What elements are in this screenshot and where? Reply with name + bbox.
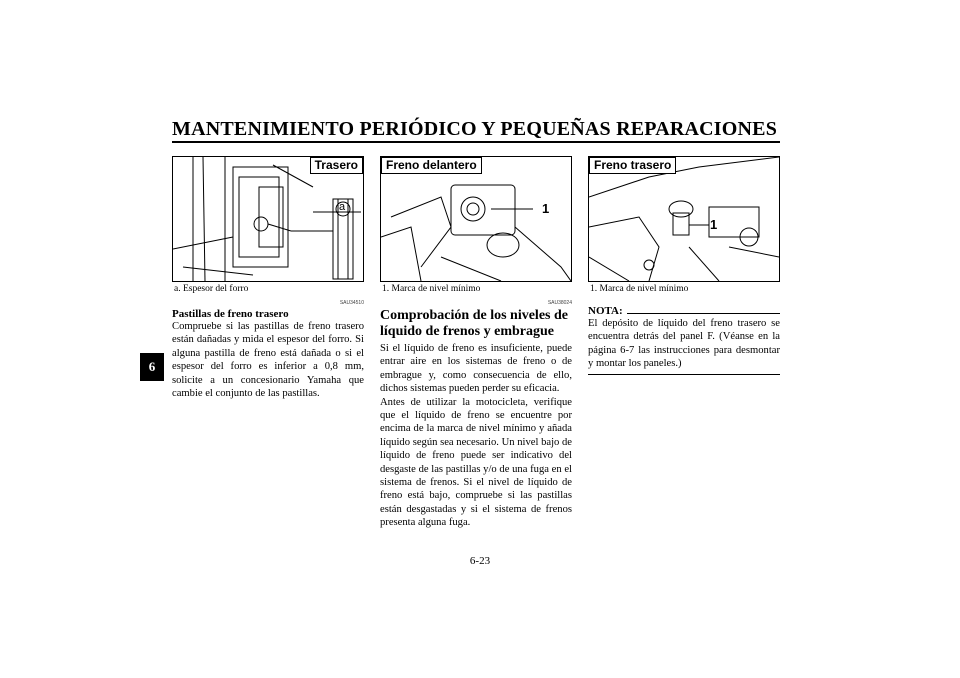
page-title: MANTENIMIENTO PERIÓDICO Y PEQUEÑAS REPARACIONES — [172, 118, 778, 140]
page-number: 6-23 — [469, 555, 491, 567]
column-3 — [588, 305, 780, 375]
rear-pads-illustration — [173, 157, 363, 281]
figure-caption-front-brake: 1. Marca de nivel mínimo — [382, 284, 481, 294]
figure-caption-rear-brake: 1. Marca de nivel mínimo — [590, 284, 689, 294]
marker-1-front: 1 — [542, 201, 550, 216]
note-body: El depósito de líquido del freno trasero se encuentra detrás del panel F. (Véanse en la página 6-7 las instrucciones para desmontar y montar los paneles.) — [588, 318, 780, 370]
figure-front-brake — [380, 156, 572, 282]
section-paragraph: Antes de utilizar la motocicleta, verifique que el líquido de freno se encuentre por encima de la marca de nivel mínimo y añada líquido según sea necesario. Un nivel bajo de líquido de freno puede ser indicativo del desgaste de las pastillas y/o de una fuga en el sistema de frenos. Si el nivel de líquido de freno está bajo, compruebe si las pastillas están desgastadas y si el sistema de frenos presenta alguna fuga. — [380, 396, 572, 529]
section-code: SAU38024 — [547, 300, 572, 306]
note-top-rule — [627, 313, 780, 314]
marker-1-rear: 1 — [710, 217, 718, 232]
figure-rear-pads — [172, 156, 364, 282]
figure-label-rear: Trasero — [310, 157, 363, 174]
header-rule — [172, 141, 780, 143]
note-label: NOTA: — [588, 305, 623, 317]
section-code: SAU34510 — [339, 300, 364, 306]
figure-caption-rear-pads: a. Espesor del forro — [174, 284, 249, 294]
note-bottom-rule — [588, 374, 780, 375]
section-paragraph: Si el líquido de freno es insuficiente, puede entrar aire en los sistemas de freno o de embrague y, como consecuencia de ello, dichos sistemas pueden perder su eficacia. — [380, 343, 572, 395]
section-body: Compruebe si las pastillas de freno trasero están dañadas y mida el espesor del forro. Si alguna pastilla de freno está dañada o si el espesor del forro es inferior a 0,8 mm, solicite a un concesionario Yamaha que cambie el conjunto de las pastillas. — [172, 321, 364, 400]
figure-rear-brake — [588, 156, 780, 282]
front-brake-illustration — [381, 157, 571, 281]
rear-brake-illustration — [589, 157, 779, 281]
note-header — [588, 305, 780, 317]
column-1 — [172, 300, 364, 400]
column-2 — [380, 300, 572, 530]
figure-label-front: Freno delantero — [381, 157, 482, 174]
marker-a: a — [339, 201, 346, 213]
section-heading: Pastillas de freno trasero — [172, 308, 289, 320]
section-tab: 6 — [140, 353, 164, 381]
section-heading: Comprobación de los niveles de líquido de frenos y embrague — [380, 308, 568, 339]
figure-label-rear-brake: Freno trasero — [589, 157, 676, 174]
